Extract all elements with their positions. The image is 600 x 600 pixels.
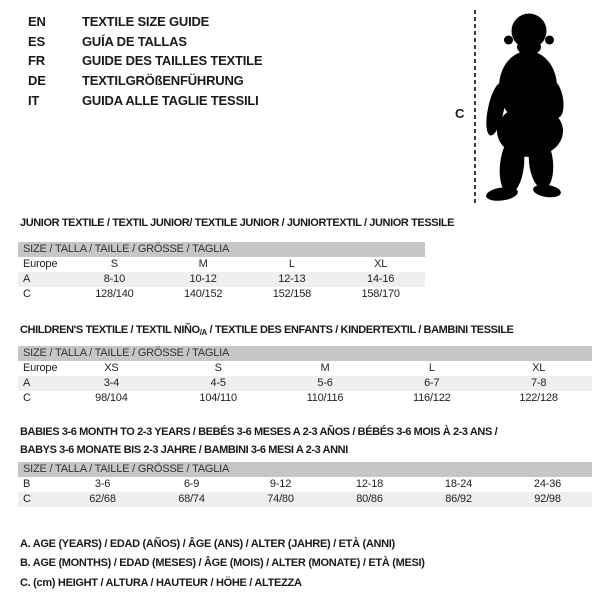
size-cell: 116/122 [413, 392, 451, 404]
size-cell: 3-6 [94, 478, 111, 490]
table-title-line [20, 441, 497, 459]
babies-size-table [18, 462, 592, 507]
size-cell: S [214, 362, 222, 374]
size-cell: 62/68 [89, 493, 116, 505]
size-cell: 18-24 [444, 478, 473, 490]
row-label: Europe [23, 258, 58, 270]
babies-table-title [20, 423, 497, 459]
size-cell: 10-12 [189, 273, 217, 285]
size-cell: 7-8 [530, 377, 547, 389]
size-cell: 9-12 [269, 478, 292, 490]
size-cell: 158/170 [361, 288, 400, 300]
row-label: C [23, 288, 31, 300]
size-cell: L [288, 258, 295, 270]
height-measure-dashed-line [474, 10, 476, 206]
title-segment: / TEXTILE DES ENFANTS / KINDERTEXTIL / BAMBINI TESSILE [206, 324, 514, 336]
legend-line-a: A. AGE (YEARS) / EDAD (AÑOS) / ÂGE (ANS) / ALTER (JAHRE) / ETÀ (ANNI) [20, 538, 395, 550]
language-row [28, 90, 262, 110]
guide-title: GUÍA DE TALLAS [82, 33, 187, 49]
row-label: A [23, 273, 31, 285]
size-cell: 6-9 [183, 478, 200, 490]
table-row [18, 272, 425, 287]
measurement-legend [20, 535, 425, 593]
size-cell: XL [374, 258, 388, 270]
language-code: IT [28, 92, 40, 108]
row-label: B [23, 478, 31, 490]
size-cell: 4-5 [210, 377, 226, 389]
row-label: C [23, 392, 31, 404]
size-cell: 74/80 [267, 493, 294, 505]
guide-title: TEXTILE SIZE GUIDE [82, 14, 210, 30]
size-cell: 5-6 [317, 377, 333, 389]
junior-table-title [20, 214, 454, 232]
size-header-bar: SIZE / TALLA / TAILLE / GRÖSSE / TAGLIA [18, 462, 592, 477]
size-cell: 152/158 [272, 288, 312, 300]
row-label: Europe [23, 362, 58, 374]
size-header-bar: SIZE / TALLA / TAILLE / GRÖSSE / TAGLIA [18, 242, 425, 257]
guide-title: GUIDA ALLE TAGLIE TESSILI [82, 92, 259, 108]
title-segment: BABIES 3-6 MONTH TO 2-3 YEARS / BEBÉS 3-6 MESES A 2-3 AÑOS / BÉBÉS 3-6 MOIS À 2-3 ANS / [20, 426, 498, 438]
junior-size-table [18, 242, 425, 302]
size-cell: 92/98 [534, 493, 561, 505]
size-cell: 14-16 [367, 273, 395, 285]
guide-title: GUIDE DES TAILLES TEXTILE [82, 53, 263, 69]
language-row [28, 32, 262, 52]
size-header-bar: SIZE / TALLA / TAILLE / GRÖSSE / TAGLIA [18, 346, 592, 361]
size-cell: 86/92 [445, 493, 472, 505]
size-cell: 110/116 [306, 392, 344, 404]
size-cell: XS [104, 362, 119, 374]
size-cell: 104/110 [199, 392, 237, 404]
language-code: FR [28, 53, 45, 69]
size-cell: L [428, 362, 435, 374]
language-title-list [28, 12, 262, 110]
children-table-title [20, 321, 514, 342]
legend-line-c: C. (cm) HEIGHT / ALTURA / HAUTEUR / HÖHE / ALTEZZA [20, 576, 302, 589]
height-c-label: C [455, 106, 465, 121]
size-cell: 12-18 [355, 478, 384, 490]
row-label: A [23, 377, 31, 389]
language-code: DE [28, 73, 46, 89]
size-cell: S [110, 258, 118, 270]
children-size-table [18, 346, 592, 406]
table-row [18, 492, 592, 507]
size-cell: 128/140 [95, 288, 134, 300]
table-row [18, 391, 592, 406]
title-segment: CHILDREN'S TEXTILE / TEXTIL NIÑO [20, 324, 200, 336]
size-cell: 68/74 [178, 493, 205, 505]
table-title-line [20, 321, 514, 342]
size-cell: 24-36 [533, 478, 562, 490]
language-row [28, 12, 262, 32]
table-row [18, 361, 592, 376]
table-row [18, 257, 425, 272]
size-cell: 140/152 [183, 288, 223, 300]
size-cell: 8-10 [103, 273, 125, 285]
title-segment: JUNIOR TEXTILE / TEXTIL JUNIOR/ TEXTILE JUNIOR / JUNIORTEXTIL / JUNIOR TESSILE [20, 217, 455, 229]
size-cell: M [198, 258, 208, 270]
toddler-silhouette-icon [486, 7, 568, 207]
title-segment: /A [199, 328, 207, 337]
size-cell: 3-4 [103, 377, 120, 389]
size-cell: 6-7 [424, 377, 440, 389]
table-title-line [20, 423, 497, 441]
language-row [28, 71, 262, 91]
size-cell: 122/128 [519, 392, 558, 404]
size-cell: 12-13 [278, 273, 306, 285]
language-code: EN [28, 14, 46, 30]
title-segment: BABYS 3-6 MONATE BIS 2-3 JAHRE / BAMBINI 3-6 MESI A 2-3 ANNI [20, 444, 348, 456]
size-cell: 98/104 [95, 392, 128, 404]
size-cell: M [320, 362, 330, 374]
table-row [18, 287, 425, 302]
guide-title: TEXTILGRÖßENFÜHRUNG [82, 73, 244, 89]
language-code: ES [28, 33, 45, 49]
table-row [18, 376, 592, 391]
table-row [18, 477, 592, 492]
size-cell: 80/86 [356, 493, 383, 505]
size-cell: XL [532, 362, 546, 374]
row-label: C [23, 493, 31, 505]
table-title-line [20, 214, 454, 232]
language-row [28, 51, 262, 71]
legend-line-b: B. AGE (MONTHS) / EDAD (MESES) / ÂGE (MOIS) / ALTER (MONATE) / ETÀ (MESI) [20, 557, 425, 570]
